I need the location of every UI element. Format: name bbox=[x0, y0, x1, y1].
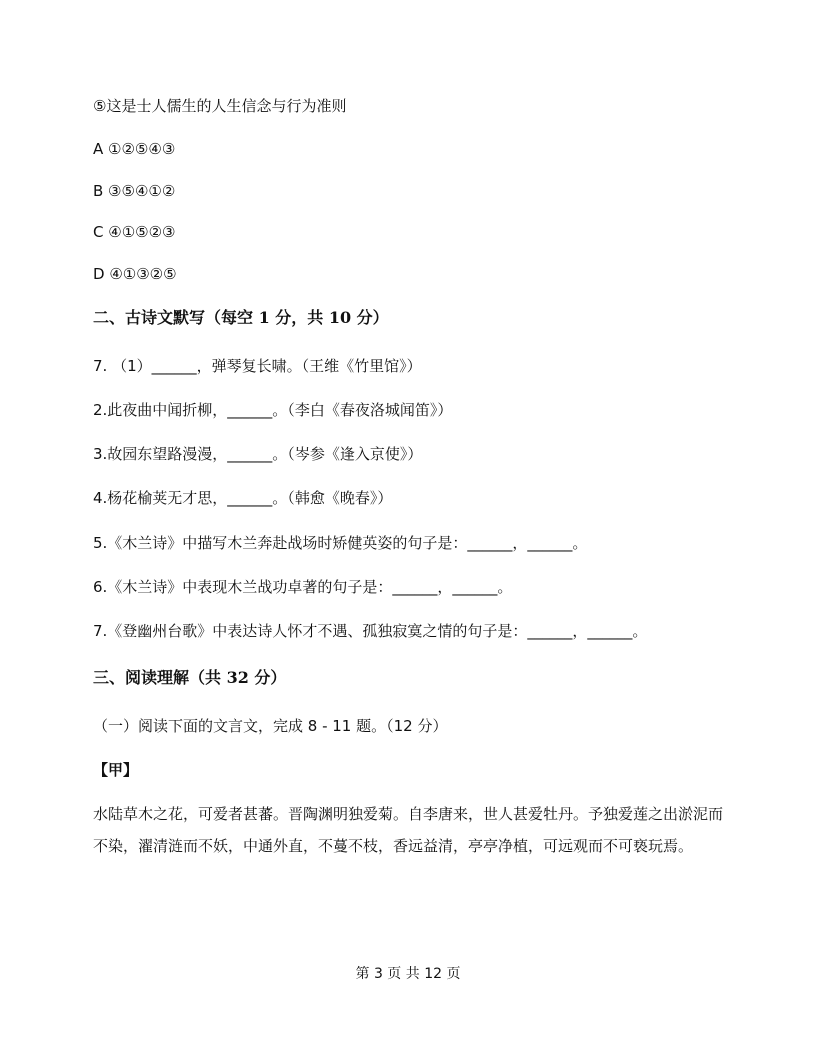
choice-c: C ④①⑤②③ bbox=[93, 223, 176, 241]
poetry-item-6: 6.《木兰诗》中表现木兰战功卓著的句子是：______，______。 bbox=[93, 578, 513, 596]
poetry-item-2: 2.此夜曲中闻折柳，______。（李白《春夜洛城闻笛》） bbox=[93, 401, 453, 419]
choice-b: B ③⑤④①② bbox=[93, 182, 176, 200]
reading-subheading: （一）阅读下面的文言文，完成 8 - 11 题。（12 分） bbox=[93, 717, 448, 735]
poetry-item-3: 3.故园东望路漫漫，______。（岑参《逢入京使》） bbox=[93, 445, 423, 463]
section2-heading: 二、古诗文默写（每空 1 分，共 10 分） bbox=[93, 308, 389, 327]
passage-label: 【甲】 bbox=[93, 761, 139, 779]
poetry-item-1: 7. （1）______，弹琴复长啸。（王维《竹里馆》） bbox=[93, 357, 422, 375]
poetry-item-5: 5.《木兰诗》中描写木兰奔赴战场时矫健英姿的句子是：______，______。 bbox=[93, 534, 588, 552]
section3-heading: 三、阅读理解（共 32 分） bbox=[93, 668, 287, 687]
option-statement-5: ⑤这是士人儒生的人生信念与行为准则 bbox=[93, 97, 347, 115]
choice-d: D ④①③②⑤ bbox=[93, 265, 177, 283]
poetry-item-7: 7.《登幽州台歌》中表达诗人怀才不遇、孤独寂寞之情的句子是：______，______。 bbox=[93, 622, 648, 640]
passage-text: 水陆草木之花，可爱者甚蕃。晋陶渊明独爱菊。自李唐来，世人甚爱牡丹。予独爱莲之出淤泥而不染，濯清涟而不妖，中通外直，不蔓不枝，香远益清，亭亭净植，可远观而不可亵玩焉。 bbox=[93, 805, 724, 855]
page-footer: 第 3 页 共 12 页 bbox=[355, 966, 461, 982]
poetry-item-4: 4.杨花榆荚无才思，______。（韩愈《晚春》） bbox=[93, 489, 393, 507]
choice-a: A ①②⑤④③ bbox=[93, 140, 176, 158]
